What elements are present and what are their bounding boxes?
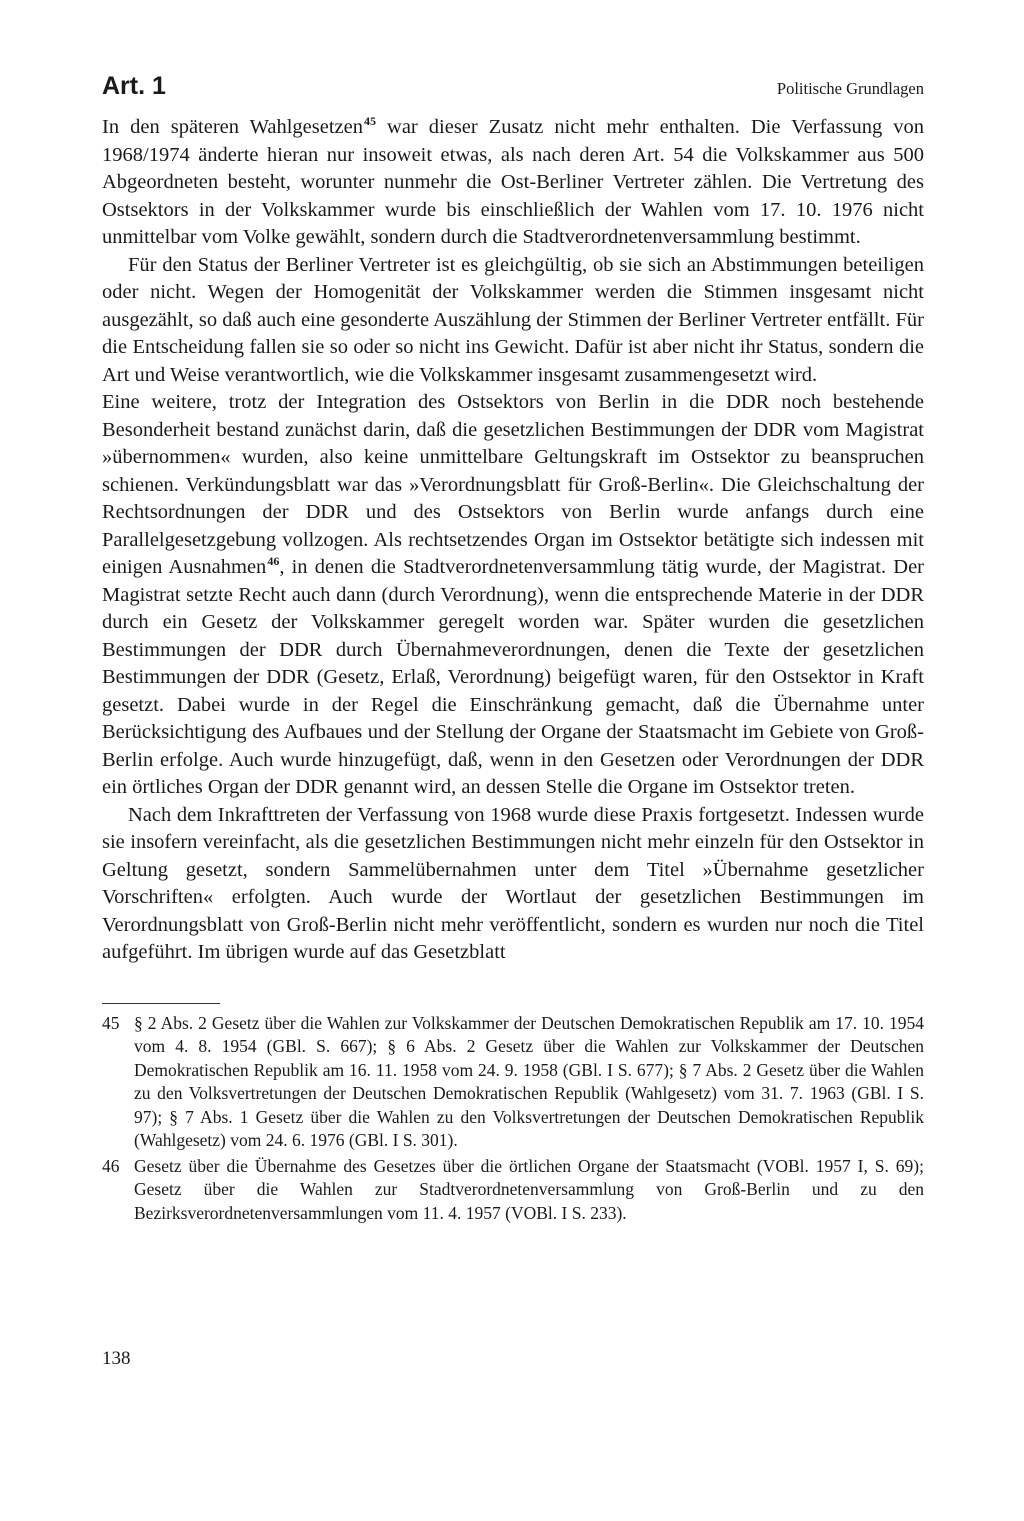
paragraph-3-rest: , in denen die Stadtverordnetenversammlung tätig wurde, der Magistrat. Der Magistrat setzte Recht auch dann (durch Verordnung), wenn die entsprechende Materie in der DDR durch ein Gesetz der Volkskammer geregelt worden war. Später wurden die gesetzlichen Bestimmungen der DDR durch Übernahmeverordnungen, denen die Texte der gesetzlichen Bestimmungen der DDR (Gesetz, Erlaß, Verordnung) beigefügt waren, für den Ostsektor in Kraft gesetzt. Dabei wurde in der Regel die Einschränkung gemacht, daß die Übernahme unter Berücksichtigung des Aufbaues und der Stellung der Organe der Staatsmacht im Gebiete von Groß-Berlin erfolge. Auch wurde hinzugefügt, daß, wenn in den Gesetzen oder Verordnungen der DDR ein örtliches Organ der DDR genannt wird, an dessen Stelle die Organe im Ostsektor treten. [102,556,924,798]
paragraph-1 [102,114,924,252]
article-heading: Art. 1 [102,72,166,100]
footnote-divider [102,1003,220,1004]
paragraph-4: Nach dem Inkrafttreten der Verfassung von 1968 wurde diese Praxis fortgesetzt. Indessen wurde sie insofern vereinfacht, als die gesetzlichen Bestimmungen nicht mehr einzeln für den Ostsektor in Geltung gesetzt, sondern Sammelübernahmen unter dem Titel »Übernahme gesetzlicher Vorschriften« erfolgten. Auch wurde der Wortlaut der gesetzlichen Bestimmungen im Verordnungsblatt von Groß-Berlin nicht mehr veröffentlicht, sondern es wurden nur noch die Titel aufgeführt. Im übrigen wurde auf das Gesetzblatt [102,803,924,963]
footnote-ref-46[interactable]: 46 [267,554,280,569]
section-title: Politische Grundlagen [776,79,924,98]
footnote-number: 46 [102,1155,120,1176]
paragraph-2: Für den Status der Berliner Vertreter ist es gleichgültig, ob sie sich an Abstimmungen beteiligen oder nicht. Wegen der Homogenität der Volkskammer werden die Stimmen insgesamt nicht ausgezählt, so daß auch eine gesonderte Auszählung der Stimmen der Berliner Vertreter entfällt. Für die Entscheidung fallen sie so oder so nicht ins Gewicht. Dafür ist aber nicht ihr Status, sondern die Art und Weise verantwortlich, wie die Volkskammer insgesamt zusammengesetzt wird. [102,253,924,386]
footnote-ref-45[interactable]: 45 [364,114,376,129]
document-page [102,72,924,1227]
footnote-item [102,1012,924,1153]
footnote-item [102,1155,924,1226]
body-text [102,114,924,967]
footnote-text: § 2 Abs. 2 Gesetz über die Wahlen zur Volkskammer der Deutschen Demokratischen Republik am 17. 10. 1954 vom 4. 8. 1954 (GBl. S. 667); § 6 Abs. 2 Gesetz über die Wahlen zur Volkskammer der Deutschen Demokratischen Republik am 16. 11. 1958 vom 24. 9. 1958 (GBl. I S. 677); § 7 Abs. 2 Gesetz über die Wahlen zu den Volksvertretungen der Deutschen Demokratischen Republik (Wahlgesetz) vom 31. 7. 1963 (GBl. I S. 97); § 7 Abs. 1 Gesetz über die Wahlen zu den Volksvertretungen der Deutschen Demokratischen Republik (Wahlgesetz) vom 24. 6. 1976 (GBl. I S. 301). [134,1012,924,1150]
footnote-text: Gesetz über die Übernahme des Gesetzes über die örtlichen Organe der Staatsmacht (VOBl. 1957 I, S. 69); Gesetz über die Wahlen zur Stadtverordnetenversammlung von Groß-Berlin und zu den Bezirksverordnetenversammlungen vom 11. 4. 1957 (VOBl. I S. 233). [134,1155,924,1223]
paragraph-3-start: Eine weitere, trotz der Integration des Ostsektors von Berlin in die DDR noch bestehende Besonderheit bestand zunächst darin, daß die gesetzlichen Bestimmungen der DDR vom Magistrat »übernommen« wurden, also keine unmittelbare Geltungskraft im Ostsektor zu beanspruchen schienen. Verkündungsblatt war das »Verordnungsblatt für Groß-Berlin«. Die Gleichschaltung der Rechtsordnungen der DDR und des Ostsektors von Berlin wurde anfangs durch eine Parallelgesetzgebung vollzogen. Als rechtsetzendes Organ im Ostsektor betätigte sich indessen mit einigen Ausnahmen [102,391,924,578]
page-number: 138 [102,1348,131,1369]
paragraph-1-rest: war dieser Zusatz nicht mehr enthalten. Die Verfassung von 1968/1974 änderte hieran nur insoweit etwas, als nach deren Art. 54 die Volkskammer aus 500 Abgeordneten besteht, worunter nunmehr die Ost-Berliner Vertreter zählen. Die Vertretung des Ostsektors in der Volkskammer wurde bis einschließlich der Wahlen vom 17. 10. 1976 nicht unmittelbar vom Volke gewählt, sondern durch die Stadtverordnetenversammlung bestimmt. [102,116,924,248]
paragraph-1-start: In den späteren Wahlgesetzen [102,116,363,138]
running-header [102,72,924,100]
paragraph-3 [102,389,924,802]
footnote-number: 45 [102,1012,120,1033]
